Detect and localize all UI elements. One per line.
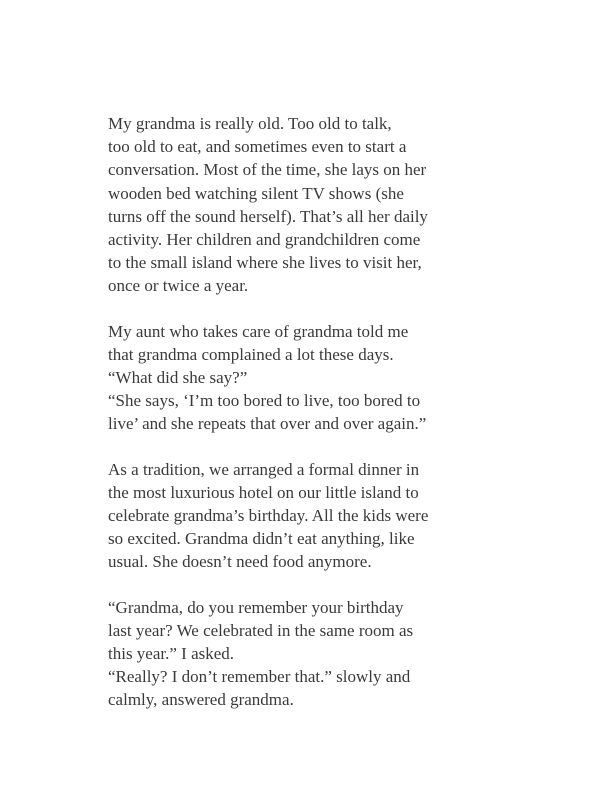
- text-line: “Grandma, do you remember your birthday: [108, 597, 404, 617]
- text-line: too old to eat, and sometimes even to start a: [108, 137, 407, 157]
- paragraph-dialogue: [108, 596, 608, 712]
- paragraph-birthday-dinner: [108, 458, 608, 574]
- text-line: the most luxurious hotel on our little island to: [108, 482, 419, 502]
- text-line: so excited. Grandma didn’t eat anything, like: [108, 529, 415, 549]
- text-line: “Really? I don’t remember that.” slowly and: [108, 667, 411, 687]
- text-line: activity. Her children and grandchildren come: [108, 230, 421, 250]
- text-line: usual. She doesn’t need food anymore.: [108, 552, 372, 572]
- paragraph-intro: [108, 112, 608, 298]
- text-line: last year? We celebrated in the same room as: [108, 620, 414, 640]
- text-line: live’ and she repeats that over and over again.”: [108, 414, 427, 434]
- text-line: My aunt who takes care of grandma told me: [108, 321, 409, 341]
- text-line: turns off the sound herself). That’s all her daily: [108, 206, 428, 226]
- text-line: once or twice a year.: [108, 276, 249, 296]
- text-line: “She says, ‘I’m too bored to live, too bored to: [108, 391, 421, 411]
- text-line: conversation. Most of the time, she lays on her: [108, 160, 427, 180]
- text-line: “What did she say?”: [108, 368, 248, 388]
- text-line: celebrate grandma’s birthday. All the kids were: [108, 506, 429, 526]
- text-line: this year.” I asked.: [108, 644, 235, 664]
- text-line: calmly, answered grandma.: [108, 690, 294, 710]
- text-line: wooden bed watching silent TV shows (she: [108, 183, 404, 203]
- text-line: My grandma is really old. Too old to talk,: [108, 114, 392, 133]
- paragraph-aunt: [108, 320, 608, 436]
- text-line: to the small island where she lives to visit her,: [108, 253, 422, 273]
- text-line: As a tradition, we arranged a formal dinner in: [108, 459, 420, 479]
- story-text: [108, 112, 608, 734]
- text-line: that grandma complained a lot these days.: [108, 344, 394, 364]
